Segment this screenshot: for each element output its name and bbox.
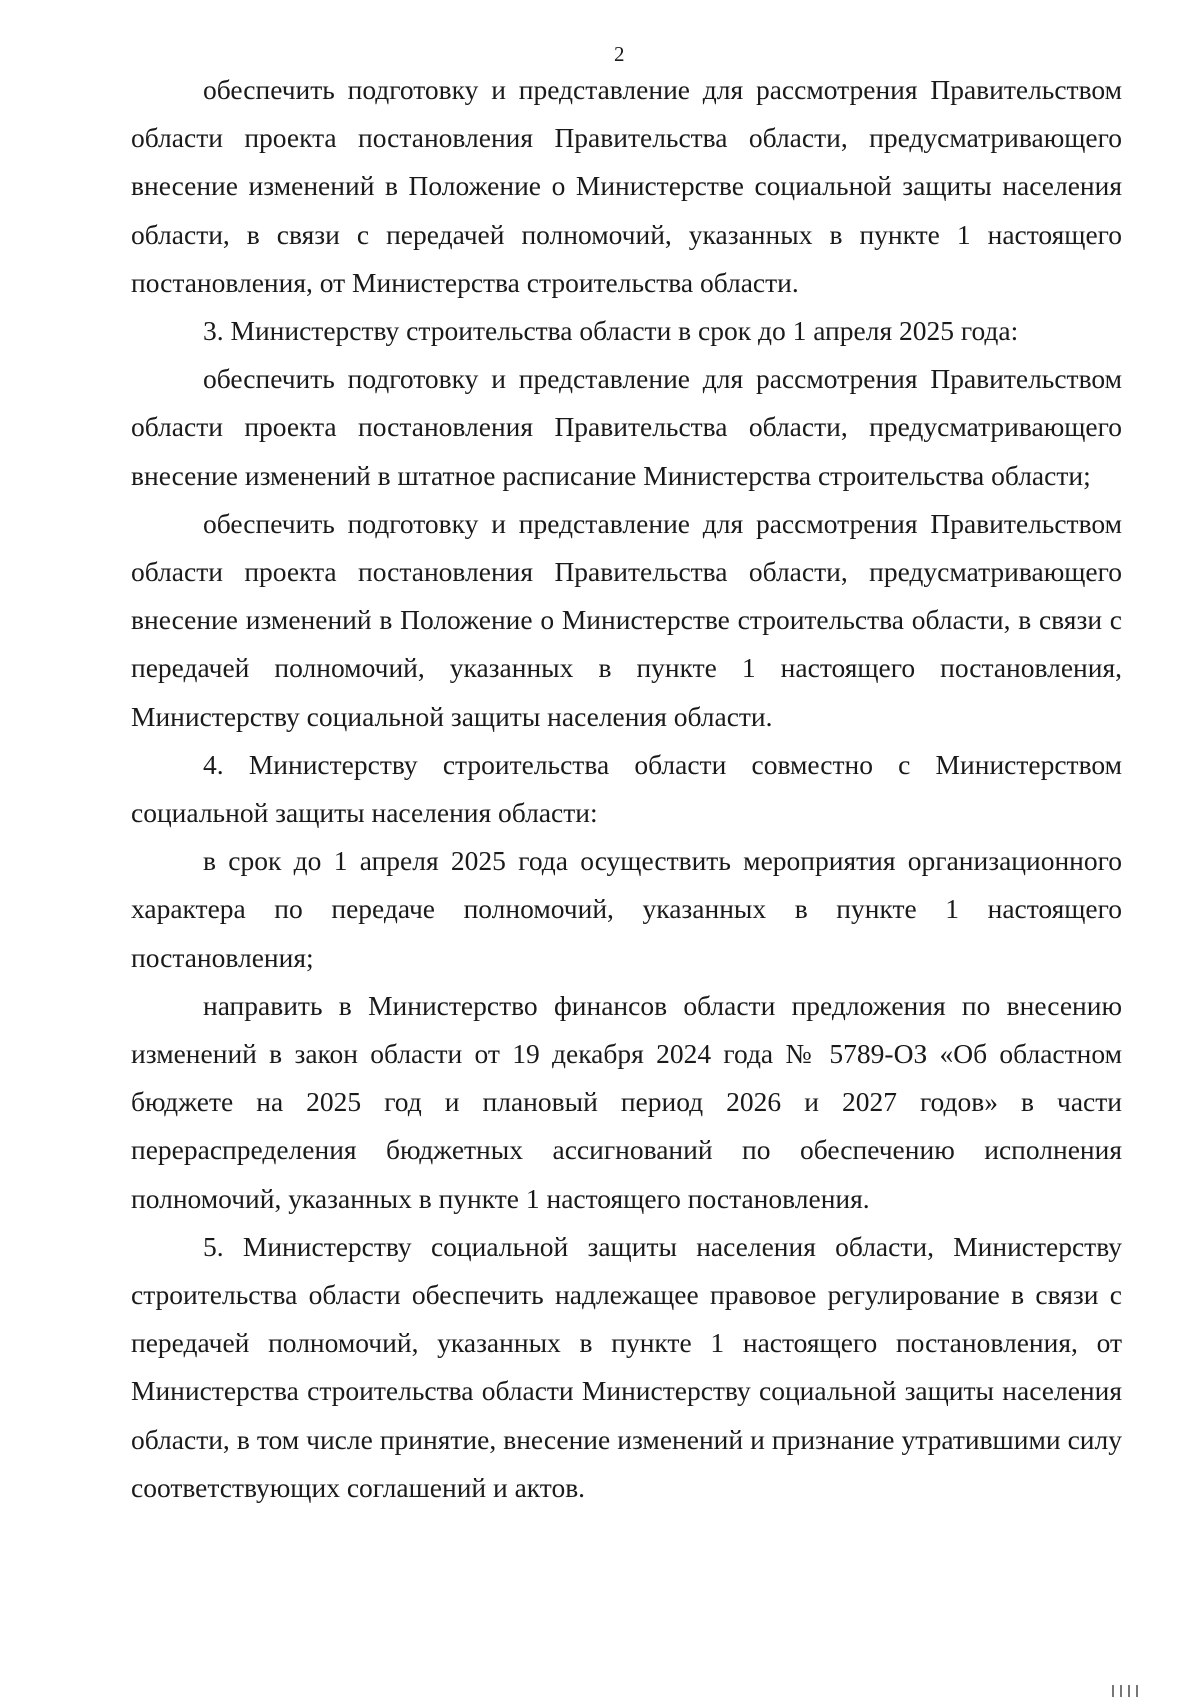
scan-tick-marks [1112,1683,1182,1697]
page-number: 2 [614,42,625,66]
paragraph-provide-draft-social-protection: обеспечить подготовку и представление для рассмотрения Правительством области проекта постановления Правительства области, предусматривающего внесение изменений в Положение о Министерстве социальной защиты населения области, в связи с передачей полномочий, указанных в пункте 1 настоящего постановления, от Министерства строительства области. [131,74,1122,298]
paragraph-provide-draft-staff-schedule: обеспечить подготовку и представление для рассмотрения Правительством области проекта постановления Правительства области, предусматривающего внесение изменений в штатное расписание Министерства строительства области; [131,363,1122,491]
paragraph-budget-proposals: направить в Министерство финансов области предложения по внесению изменений в закон области от 19 декабря 2024 года № 5789-ОЗ «Об областном бюджете на 2025 год и плановый период 2026 и 2027 годов» в части перераспределения бюджетных ассигнований по обеспечению исполнения полномочий, указанных в пункте 1 настоящего постановления. [131,989,1122,1214]
paragraph-provide-draft-construction-regulation: обеспечить подготовку и представление для рассмотрения Правительством области проекта постановления Правительства области, предусматривающего внесение изменений в Положение о Министерстве строительства области, в связи с передачей полномочий, указанных в пункте 1 настоящего постановления, Министерству социальной защиты населения области. [131,507,1122,732]
scan-tick [1128,1685,1130,1697]
paragraph-item-4: 4. Министерству строительства области совместно с Министерством социальной защиты населения области: [131,748,1122,829]
paragraph-organizational-measures: в срок до 1 апреля 2025 года осуществить мероприятия организационного характера по передаче полномочий, указанных в пункте 1 настоящего постановления; [131,845,1122,973]
paragraph-item-5: 5. Министерству социальной защиты населения области, Министерству строительства области обеспечить надлежащее правовое регулирование в связи с передачей полномочий, указанных в пункте 1 настоящего постановления, от Министерства строительства области Министерству социальной защиты населения области, в том числе принятие, внесение изменений и признание утратившими силу соответствующих соглашений и актов. [131,1230,1122,1503]
scan-tick [1120,1685,1122,1697]
scan-tick [1136,1685,1138,1697]
document-body [131,66,1122,1512]
paragraph-item-3: 3. Министерству строительства области в срок до 1 апреля 2025 года: [203,315,1019,347]
scan-tick [1112,1685,1114,1697]
